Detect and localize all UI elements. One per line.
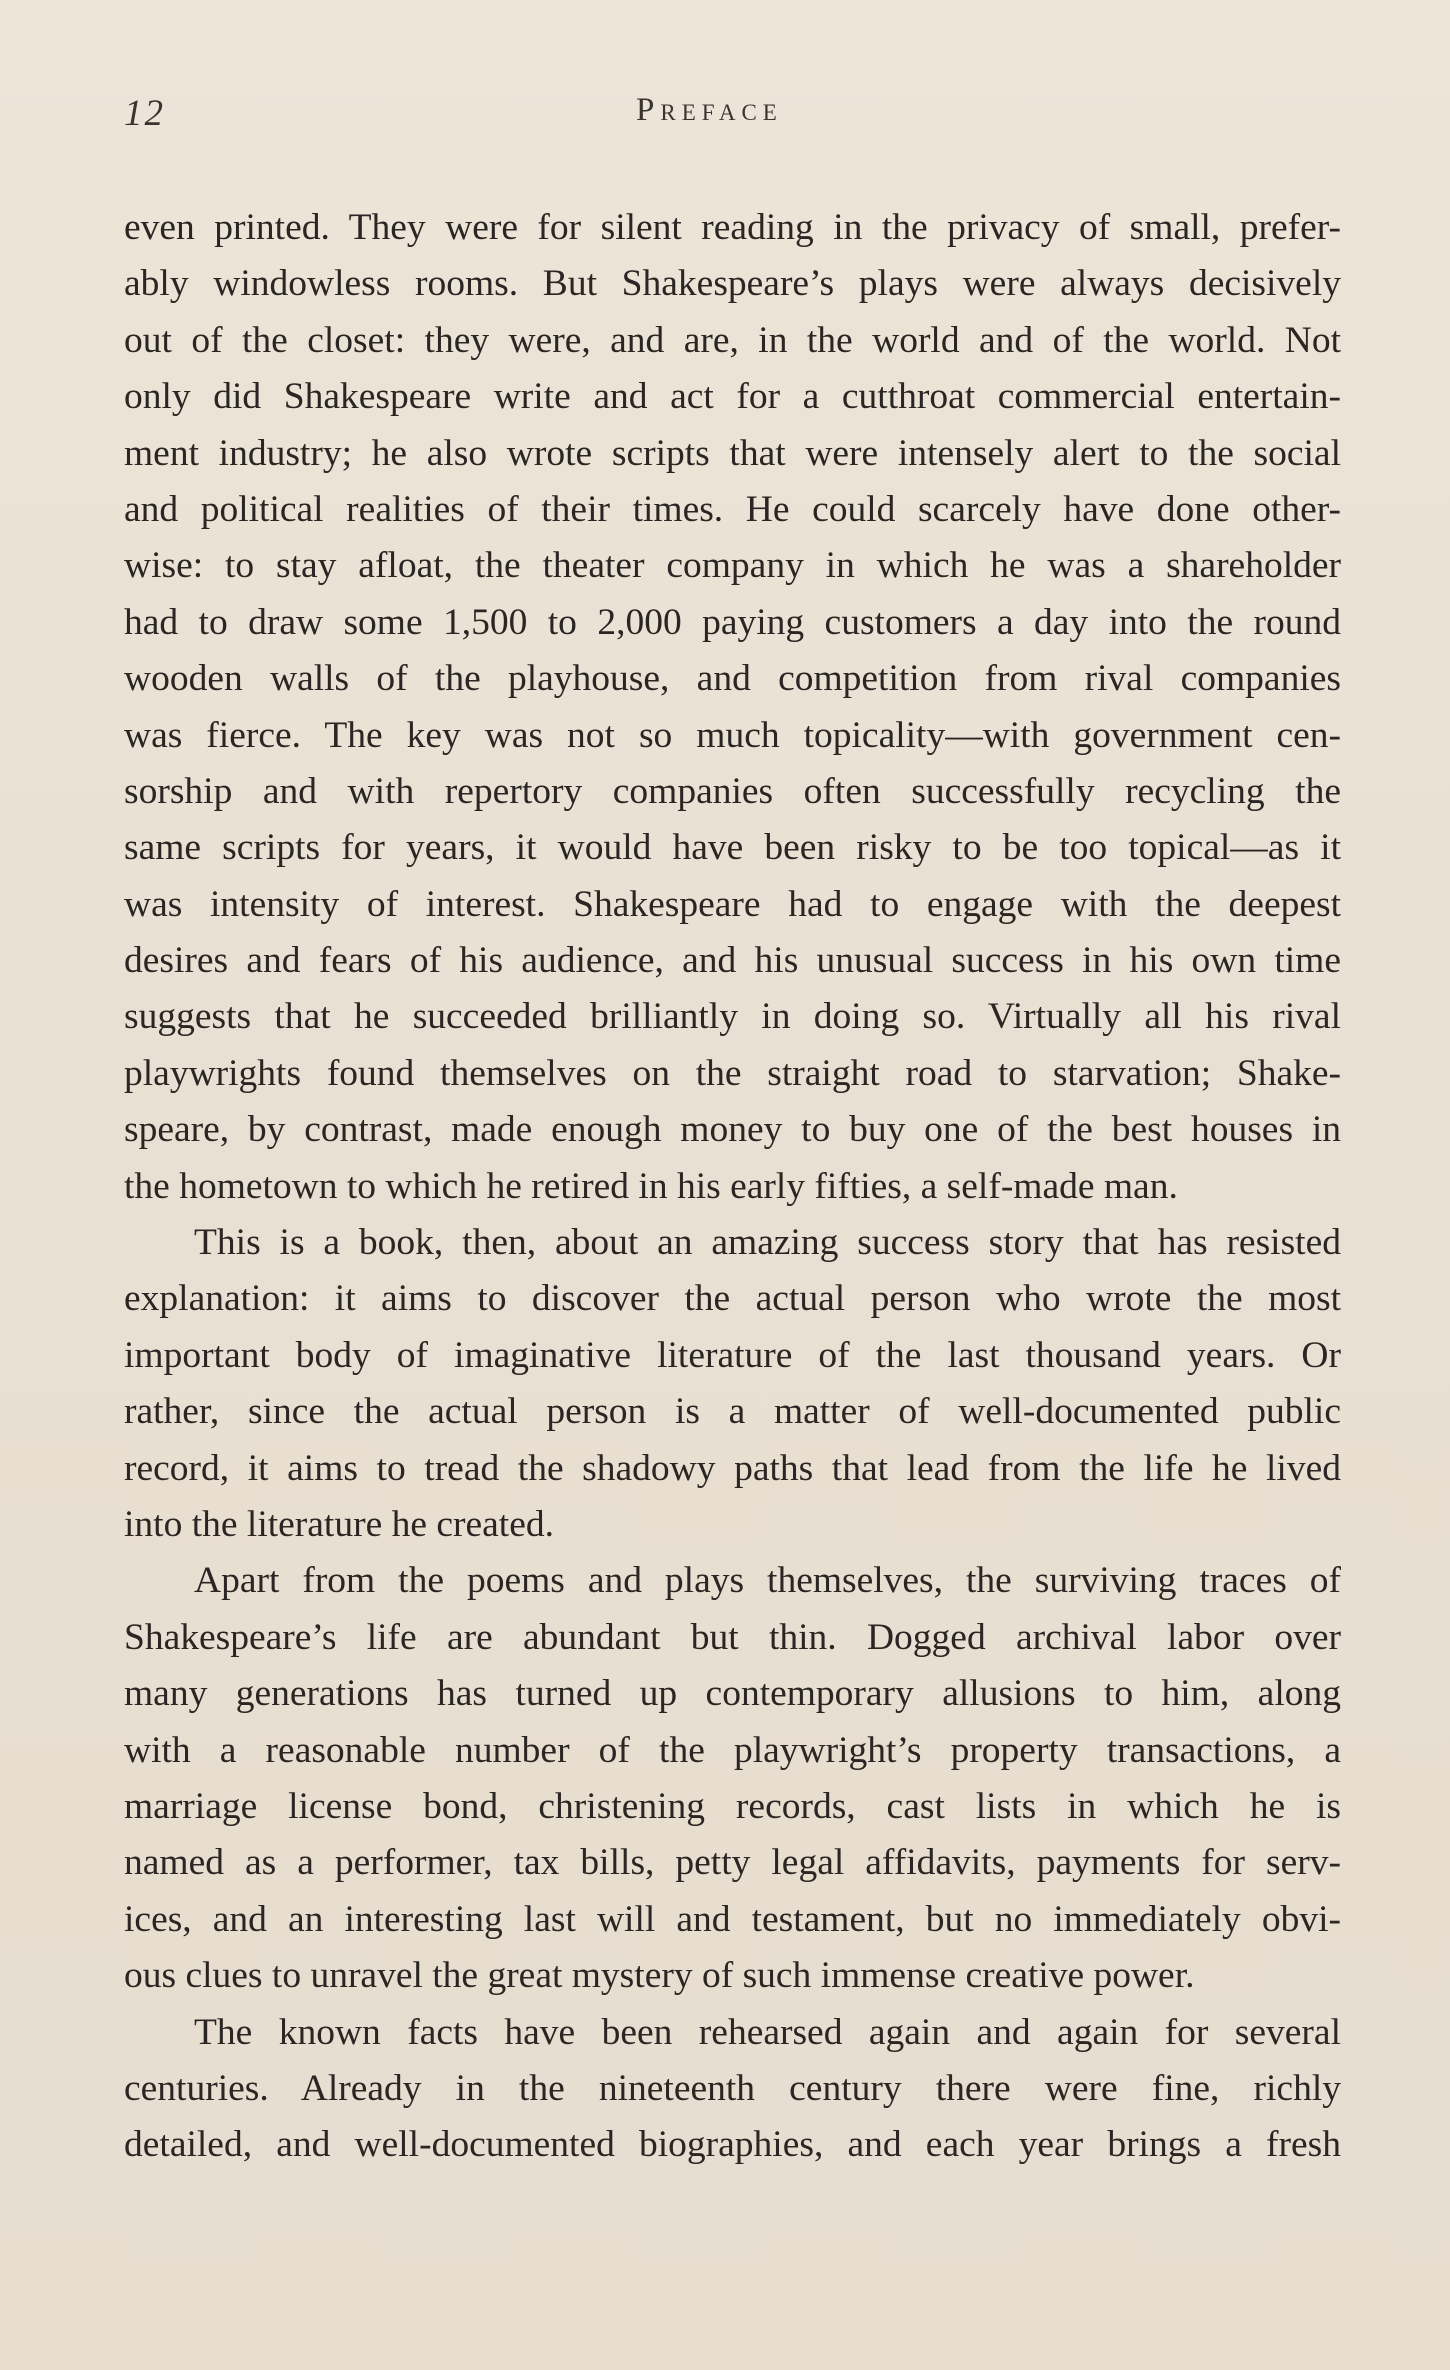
text-line: explanation: it aims to discover the actual person who wrote the most <box>124 1278 1341 1320</box>
body-text <box>124 200 1341 2174</box>
section-title: Preface <box>636 92 783 128</box>
text-line: rather, since the actual person is a matter of well-documented public <box>124 1391 1341 1433</box>
text-line: wooden walls of the playhouse, and competition from rival companies <box>124 658 1341 700</box>
text-line: Apart from the poems and plays themselves, the surviving traces of <box>194 1560 1341 1602</box>
text-line: was fierce. The key was not so much topicality—with government cen- <box>124 714 1341 756</box>
text-line: playwrights found themselves on the straight road to starvation; Shake- <box>124 1052 1341 1094</box>
text-line: sorship and with repertory companies often successfully recycling the <box>124 770 1341 812</box>
page-number: 12 <box>124 93 165 134</box>
text-line: centuries. Already in the nineteenth century there were fine, richly <box>124 2067 1341 2109</box>
text-line: speare, by contrast, made enough money to buy one of the best houses in <box>124 1109 1341 1151</box>
paragraph <box>124 200 1341 1215</box>
text-line: even printed. They were for silent reading in the privacy of small, prefer- <box>124 207 1341 248</box>
text-line: into the literature he created. <box>124 1503 554 1545</box>
text-line: same scripts for years, it would have been risky to be too topical—as it <box>124 827 1341 869</box>
text-line: only did Shakespeare write and act for a cutthroat commercial entertain- <box>124 376 1341 418</box>
text-line: the hometown to which he retired in his early fifties, a self-made man. <box>124 1165 1178 1207</box>
paragraph <box>124 1553 1341 2004</box>
text-line: ous clues to unravel the great mystery of such immense creative power. <box>124 1955 1195 1997</box>
paragraph <box>124 1215 1341 1553</box>
text-line: with a reasonable number of the playwright’s property transactions, a <box>124 1729 1341 1771</box>
text-line: This is a book, then, about an amazing success story that has resisted <box>194 1222 1341 1264</box>
running-head <box>124 92 1340 142</box>
text-line: was intensity of interest. Shakespeare had to engage with the deepest <box>124 883 1341 925</box>
text-line: ment industry; he also wrote scripts that were intensely alert to the social <box>124 432 1341 474</box>
text-line: ably windowless rooms. But Shakespeare’s plays were always decisively <box>124 263 1341 305</box>
text-line: marriage license bond, christening records, cast lists in which he is <box>124 1785 1341 1827</box>
paragraph <box>124 2005 1341 2174</box>
text-line: ices, and an interesting last will and testament, but no immediately obvi- <box>124 1898 1341 1940</box>
text-line: The known facts have been rehearsed again and again for several <box>194 2011 1341 2053</box>
text-line: Shakespeare’s life are abundant but thin. Dogged archival labor over <box>124 1616 1341 1658</box>
text-line: detailed, and well-documented biographies, and each year brings a fresh <box>124 2124 1341 2166</box>
text-line: named as a performer, tax bills, petty legal affidavits, payments for serv- <box>124 1842 1341 1884</box>
text-line: and political realities of their times. He could scarcely have done other- <box>124 488 1341 530</box>
text-line: had to draw some 1,500 to 2,000 paying customers a day into the round <box>124 601 1341 643</box>
text-line: important body of imaginative literature of the last thousand years. Or <box>124 1334 1341 1376</box>
text-line: suggests that he succeeded brilliantly in doing so. Virtually all his rival <box>124 996 1341 1038</box>
text-line: desires and fears of his audience, and his unusual success in his own time <box>124 940 1341 982</box>
text-line: many generations has turned up contemporary allusions to him, along <box>124 1673 1341 1715</box>
text-line: record, it aims to tread the shadowy paths that lead from the life he lived <box>124 1447 1341 1489</box>
text-line: wise: to stay afloat, the theater company in which he was a shareholder <box>124 545 1341 587</box>
text-line: out of the closet: they were, and are, in the world and of the world. Not <box>124 319 1341 361</box>
